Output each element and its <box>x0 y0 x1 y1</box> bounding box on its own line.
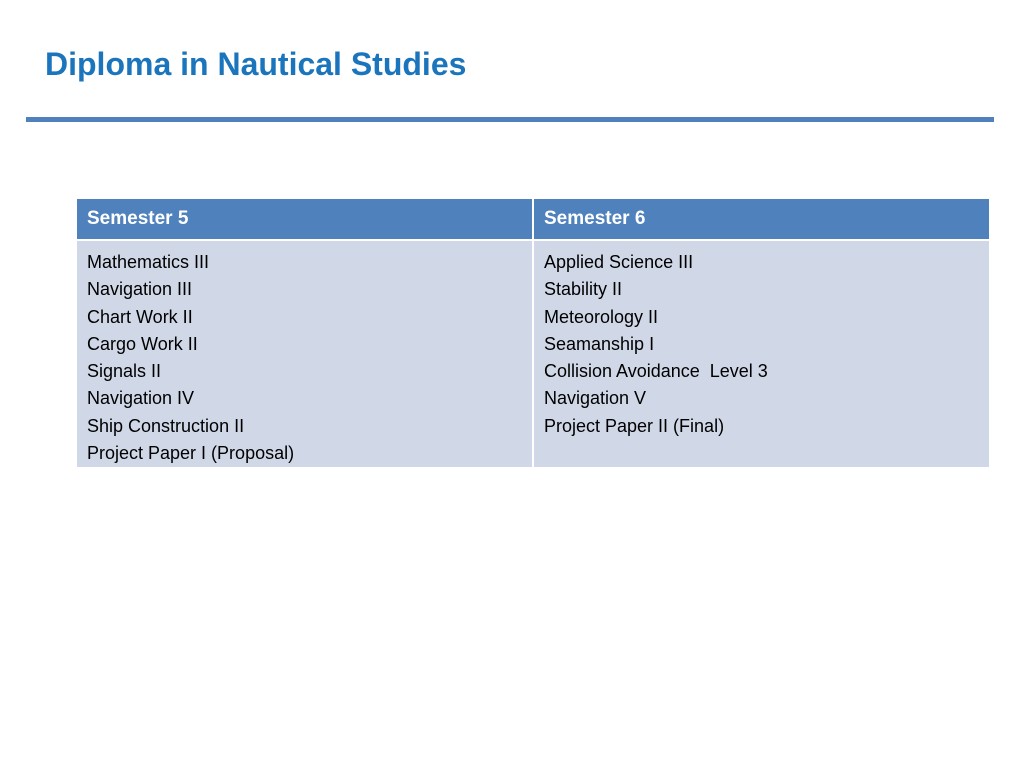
semester-5-cell <box>77 240 533 467</box>
course-item: Chart Work II <box>87 306 193 327</box>
course-item: Collision Avoidance Level 3 <box>544 361 768 382</box>
course-item: Signals II <box>87 361 162 382</box>
course-item: Applied Science III <box>544 252 694 272</box>
table-header-row <box>77 199 989 240</box>
header-semester-6: Semester 6 <box>533 199 989 240</box>
course-item: Ship Construction II <box>87 415 245 436</box>
course-item: Navigation III <box>87 279 193 300</box>
semester-6-cell <box>533 240 989 467</box>
semester-5-course-list <box>87 249 522 467</box>
title-divider <box>26 117 994 122</box>
table-row <box>77 240 989 467</box>
course-item: Seamanship I <box>544 333 655 354</box>
course-item: Navigation V <box>544 388 647 409</box>
semester-table <box>77 199 989 467</box>
course-item: Navigation IV <box>87 388 195 409</box>
course-item: Mathematics III <box>87 252 210 272</box>
semester-6-course-list <box>544 249 979 440</box>
course-item: Cargo Work II <box>87 333 198 354</box>
course-item: Project Paper I (Proposal) <box>87 443 295 464</box>
course-item: Stability II <box>544 279 623 300</box>
header-semester-5: Semester 5 <box>77 199 533 240</box>
course-item: Meteorology II <box>544 306 659 327</box>
course-item: Project Paper II (Final) <box>544 415 725 436</box>
slide-title: Diploma in Nautical Studies <box>45 46 467 82</box>
